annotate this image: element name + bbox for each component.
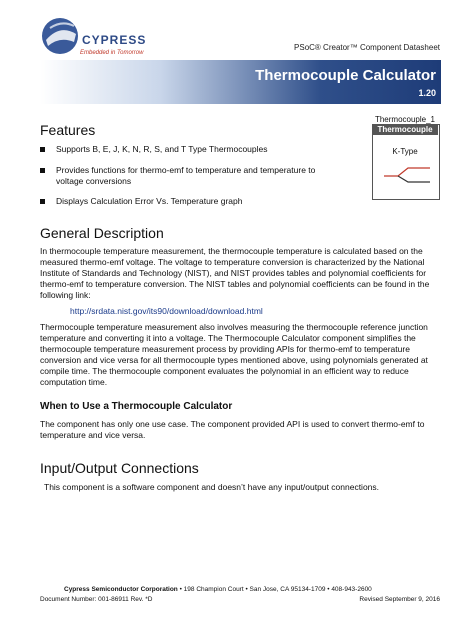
component-symbol [368, 115, 442, 201]
when-to-use-heading: When to Use a Thermocouple Calculator [40, 401, 233, 412]
brand-name: CYPRESS [82, 33, 147, 47]
brand-tagline: Embedded in Tomorrow [80, 50, 144, 56]
feature-text: Displays Calculation Error Vs. Temperature graph [56, 196, 243, 206]
io-connections-text: This component is a software component and doesn’t have any input/output connections. [44, 482, 380, 492]
footer-revised-date: Revised September 9, 2016 [359, 596, 440, 603]
doc-type: PSoC® Creator™ Component Datasheet [294, 43, 440, 52]
page-title: Thermocouple Calculator [255, 67, 436, 84]
when-to-use-text: The component has only one use case. The component provided API is used to convert thermo-emf to temperature and vice versa. [40, 419, 425, 440]
bullet-icon [40, 199, 45, 204]
features-heading: Features [40, 122, 96, 138]
symbol-instance-name: Thermocouple_1 [374, 115, 436, 124]
nist-link[interactable]: http://srdata.nist.gov/its90/download/download.html [70, 306, 263, 316]
symbol-box [372, 124, 440, 200]
io-connections-heading: Input/Output Connections [40, 460, 199, 476]
feature-item [40, 144, 345, 155]
symbol-header: Thermocouple [372, 124, 438, 135]
feature-text: Provides functions for thermo-emf to temperature and temperature to voltage conversions [56, 165, 316, 186]
footer-address: • 198 Champion Court • San Jose, CA 95134-1709 • 408-943-2600 [179, 586, 372, 593]
feature-item [40, 165, 345, 187]
bullet-icon [40, 147, 45, 152]
feature-item [40, 196, 345, 207]
feature-text: Supports B, E, J, K, N, R, S, and T Type Thermocouples [56, 144, 268, 154]
symbol-type: K-Type [392, 147, 418, 156]
version-label: 1.20 [418, 88, 436, 98]
bullet-icon [40, 168, 45, 173]
footer-doc-number: Document Number: 001-86911 Rev. *D [40, 596, 153, 603]
general-description-heading: General Description [40, 225, 164, 241]
general-paragraph-2: Thermocouple temperature measurement also involves measuring the thermocouple reference junction temperature and converting it into a voltage. The Thermocouple Calculator component simplifies the thermocouple temperature measurement process by providing APIs for thermo-emf to temperature conversion and vice versa for all thermocouple types mentioned above, using polynomials generated at compile time. The thermocouple component evaluates the polynomial in an efficient way to reduce computation time. [40, 322, 428, 387]
general-paragraph-1: In thermocouple temperature measurement, the thermocouple temperature is calculated based on the measured thermo-emf voltage. The voltage to temperature conversion is characterized by the National Institute of Standards and Technology (NIST), and NIST provides tables and polynomial coefficients for thermo-emf to temperature conversion. The NIST tables and polynomial coefficients can be found in the following link: [40, 246, 430, 300]
thermocouple-junction-icon [382, 165, 432, 185]
footer-company: Cypress Semiconductor Corporation [64, 586, 178, 593]
footer-company-line [64, 586, 372, 593]
